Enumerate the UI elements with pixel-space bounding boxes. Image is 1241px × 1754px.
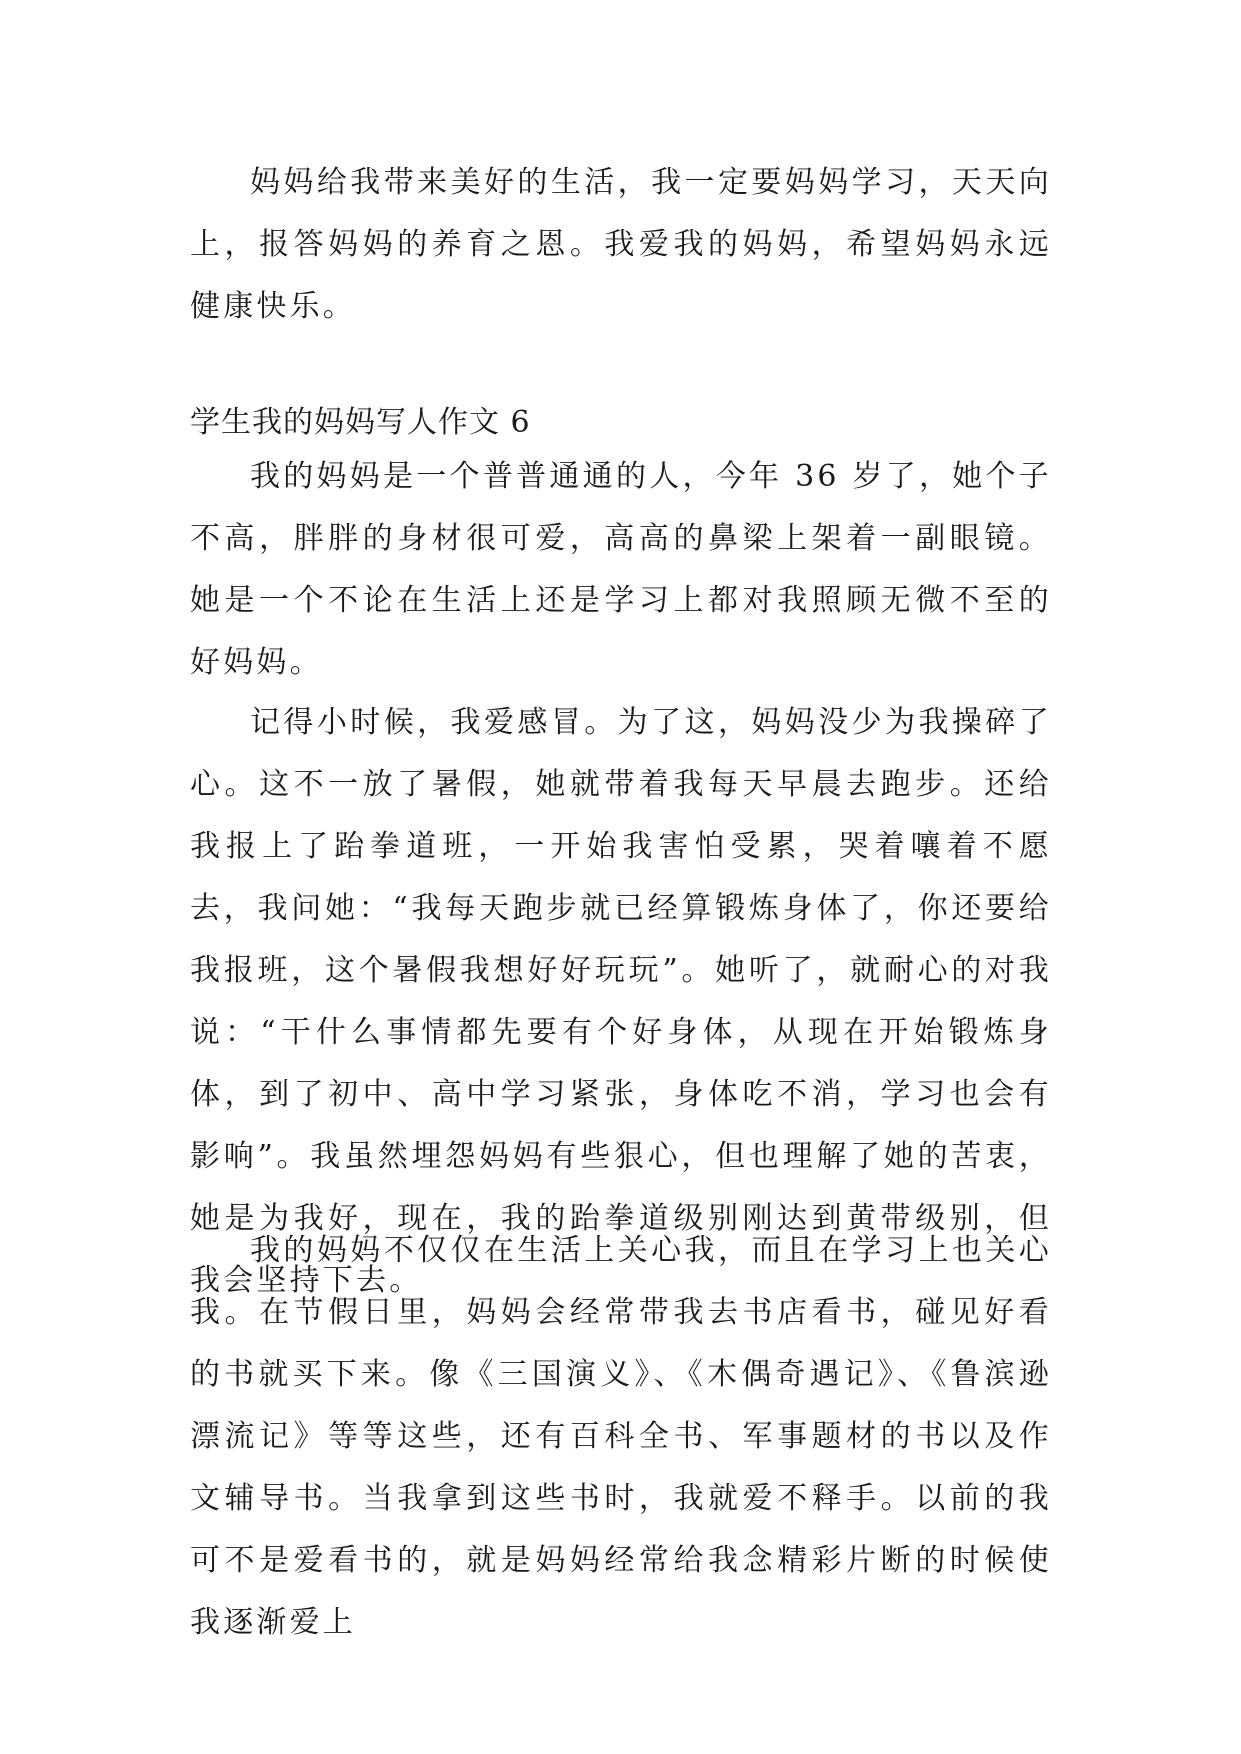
section-heading: 学生我的妈妈写人作文 6: [190, 405, 531, 440]
paragraph-1: 我的妈妈是一个普普通通的人，今年 36 岁了，她个子不高，胖胖的身材很可爱，高高的鼻梁上架着一副眼镜。她是一个不论在生活上还是学习上都对我照顾无微不至的好妈妈。: [190, 459, 1052, 680]
paragraph-closing: 妈妈给我带来美好的生活，我一定要妈妈学习，天天向上，报答妈妈的养育之恩。我爱我的妈妈，希望妈妈永远健康快乐。: [190, 165, 1052, 324]
paragraph-3: 我的妈妈不仅仅在生活上关心我，而且在学习上也关心我。在节假日里，妈妈会经常带我去书店看书，碰见好看的书就买下来。像《三国演义》、《木偶奇遇记》、《鲁滨逊漂流记》等等这些，还有百科全书、军事题材的书以及作文辅导书。当我拿到这些书时，我就爱不释手。以前的我可不是爱看书的，就是妈妈经常给我念精彩片断的时候使我逐渐爱上: [190, 1233, 1052, 1640]
paragraph-2: 记得小时候，我爱感冒。为了这，妈妈没少为我操碎了心。这不一放了暑假，她就带着我每天早晨去跑步。还给我报上了跆拳道班，一开始我害怕受累，哭着嚷着不愿去，我问她：“我每天跑步就已经算锻炼身体了，你还要给我报班，这个暑假我想好好玩玩”。她听了，就耐心的对我说：“干什么事情都先要有个好身体，从现在开始锻炼身体，到了初中、高中学习紧张，身体吃不消，学习也会有影响”。我虽然埋怨妈妈有些狠心，但也理解了她的苦衷，她是为我好，现在，我的跆拳道级别刚达到黄带级别，但我会坚持下去。: [190, 705, 1052, 1298]
